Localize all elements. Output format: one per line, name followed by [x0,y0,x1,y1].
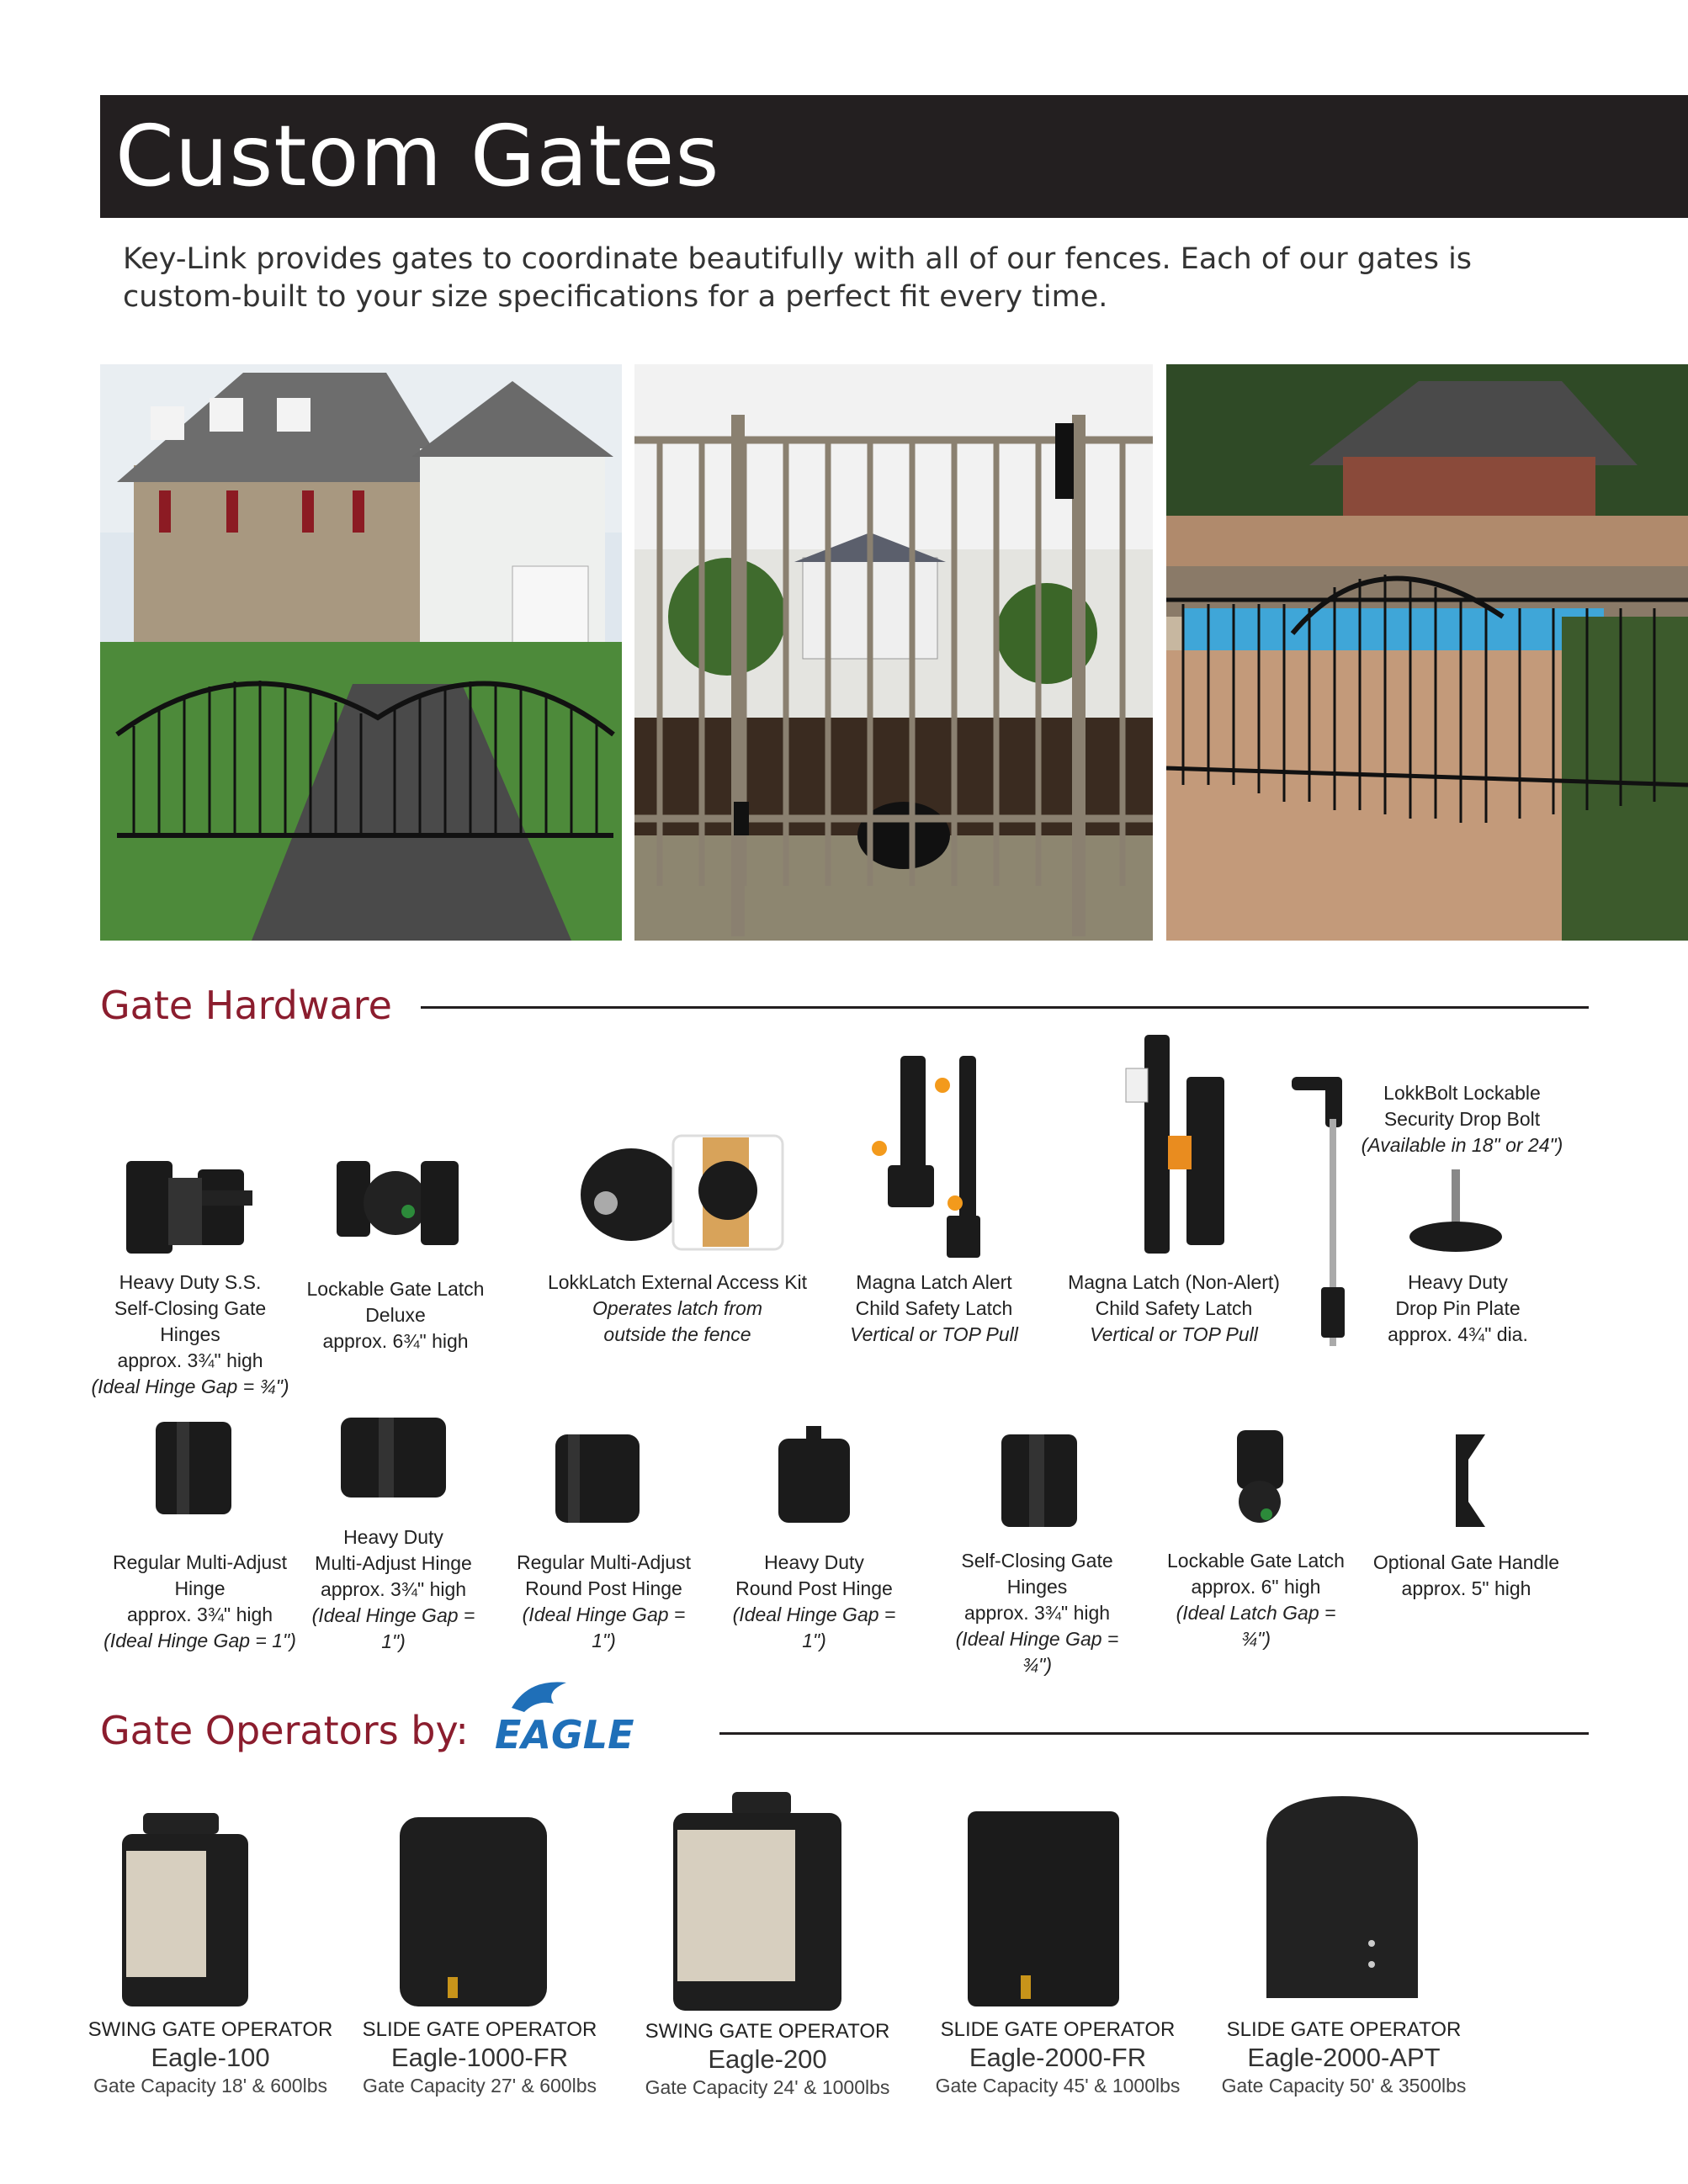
eagle-1000-fr-image [395,1813,551,2015]
gate-handle-image [1435,1426,1502,1540]
regular-multi-adjust-hinge-image [151,1413,236,1527]
operator-eagle-2000-fr: SLIDE GATE OPERATOR Eagle-2000-FR Gate Capacity 45' & 1000lbs [935,2018,1181,2097]
hardware-item-magna-latch-alert: Magna Latch Alert Child Safety Latch Vertical or TOP Pull [850,1271,1018,1345]
operator-eagle-2000-apt: SLIDE GATE OPERATOR Eagle-2000-APT Gate Capacity 50' & 3500lbs [1221,2018,1467,2097]
hardware-item-heavy-duty-round-post-hinge: Heavy Duty Round Post Hinge (Ideal Hinge Gap = 1") [732,1551,896,1651]
hardware-item-drop-pin-plate: Heavy Duty Drop Pin Plate approx. 4¾" dia. [1388,1271,1528,1345]
hardware-heading: Gate Hardware [100,983,392,1028]
svg-text:EAGLE: EAGLE [495,1712,634,1757]
photo-pool-gate [1166,364,1688,941]
lockable-gate-latch-image [1220,1422,1304,1535]
latch-deluxe-image [328,1144,471,1266]
title-bar [100,95,1688,218]
hardware-item-lokklatch-kit: LokkLatch External Access Kit Operates latch from outside the fence [547,1271,808,1345]
hardware-item-lockable-gate-latch: Lockable Gate Latch approx. 6" high (Ideal Latch Gap = ¾") [1167,1550,1345,1650]
operator-eagle-1000-fr: SLIDE GATE OPERATOR Eagle-1000-FR Gate Capacity 27' & 600lbs [362,2018,597,2097]
lokkbolt-image [1287,1068,1355,1367]
hardware-item-regular-round-post-hinge: Regular Multi-Adjust Round Post Hinge (Ideal Hinge Gap = 1") [516,1551,692,1651]
eagle-logo [486,1674,688,1763]
page-title: Custom Gates [115,107,720,205]
hardware-item-self-closing-hinges: Self-Closing Gate Hinges approx. 3¾" high (Ideal Hinge Gap = ¾") [955,1550,1119,1676]
regular-round-post-hinge-image [551,1426,644,1531]
hardware-item-latch-deluxe: Lockable Gate Latch Deluxe approx. 6¾" high [306,1278,485,1352]
magna-latch-alert-image [863,1047,989,1270]
eagle-100-image [109,1809,261,2015]
drop-pin-plate-image [1401,1165,1510,1262]
operators-rule [719,1732,1589,1735]
photo-driveway-gate [100,364,622,941]
hardware-item-gate-handle: Optional Gate Handle approx. 5" high [1372,1551,1560,1599]
heavy-duty-round-post-hinge-image [774,1422,854,1531]
intro-text: Key-Link provides gates to coordinate beautifully with all of our fences. Each of our gates is custom-built to your size specifications for a perfect fit every time. [123,242,1473,314]
heavy-duty-multi-adjust-hinge-image [337,1405,450,1510]
self-closing-hinges-image [997,1426,1081,1535]
hardware-rule [421,1006,1589,1009]
operator-eagle-200: SWING GATE OPERATOR Eagle-200 Gate Capacity 24' & 1000lbs [645,2020,890,2098]
hardware-item-heavy-duty-multi-adjust-hinge: Heavy Duty Multi-Adjust Hinge approx. 3¾" high (Ideal Hinge Gap = 1") [311,1526,475,1652]
photo-tan-gate [634,364,1153,941]
magna-latch-non-alert-image [1102,1031,1245,1266]
hardware-item-magna-latch-non-alert: Magna Latch (Non-Alert) Child Safety Latch Vertical or TOP Pull [1068,1271,1280,1345]
operator-eagle-100: SWING GATE OPERATOR Eagle-100 Gate Capacity 18' & 600lbs [88,2018,333,2097]
hardware-item-regular-multi-adjust-hinge: Regular Multi-Adjust Hinge approx. 3¾" high (Ideal Hinge Gap = 1") [104,1551,296,1651]
eagle-2000-apt-image [1258,1792,1426,2006]
operators-heading: Gate Operators by: [100,1708,469,1753]
lokklatch-kit-image [564,1127,791,1258]
hardware-item-lokkbolt: LokkBolt Lockable Security Drop Bolt (Available in 18" or 24") [1361,1082,1563,1156]
hardware-item-ss-hinges: Heavy Duty S.S. Self-Closing Gate Hinges approx. 3¾" high (Ideal Hinge Gap = ¾") [91,1271,289,1397]
eagle-2000-fr-image [963,1807,1123,2015]
ss-hinge-image [118,1153,261,1266]
eagle-200-image [665,1788,846,2019]
